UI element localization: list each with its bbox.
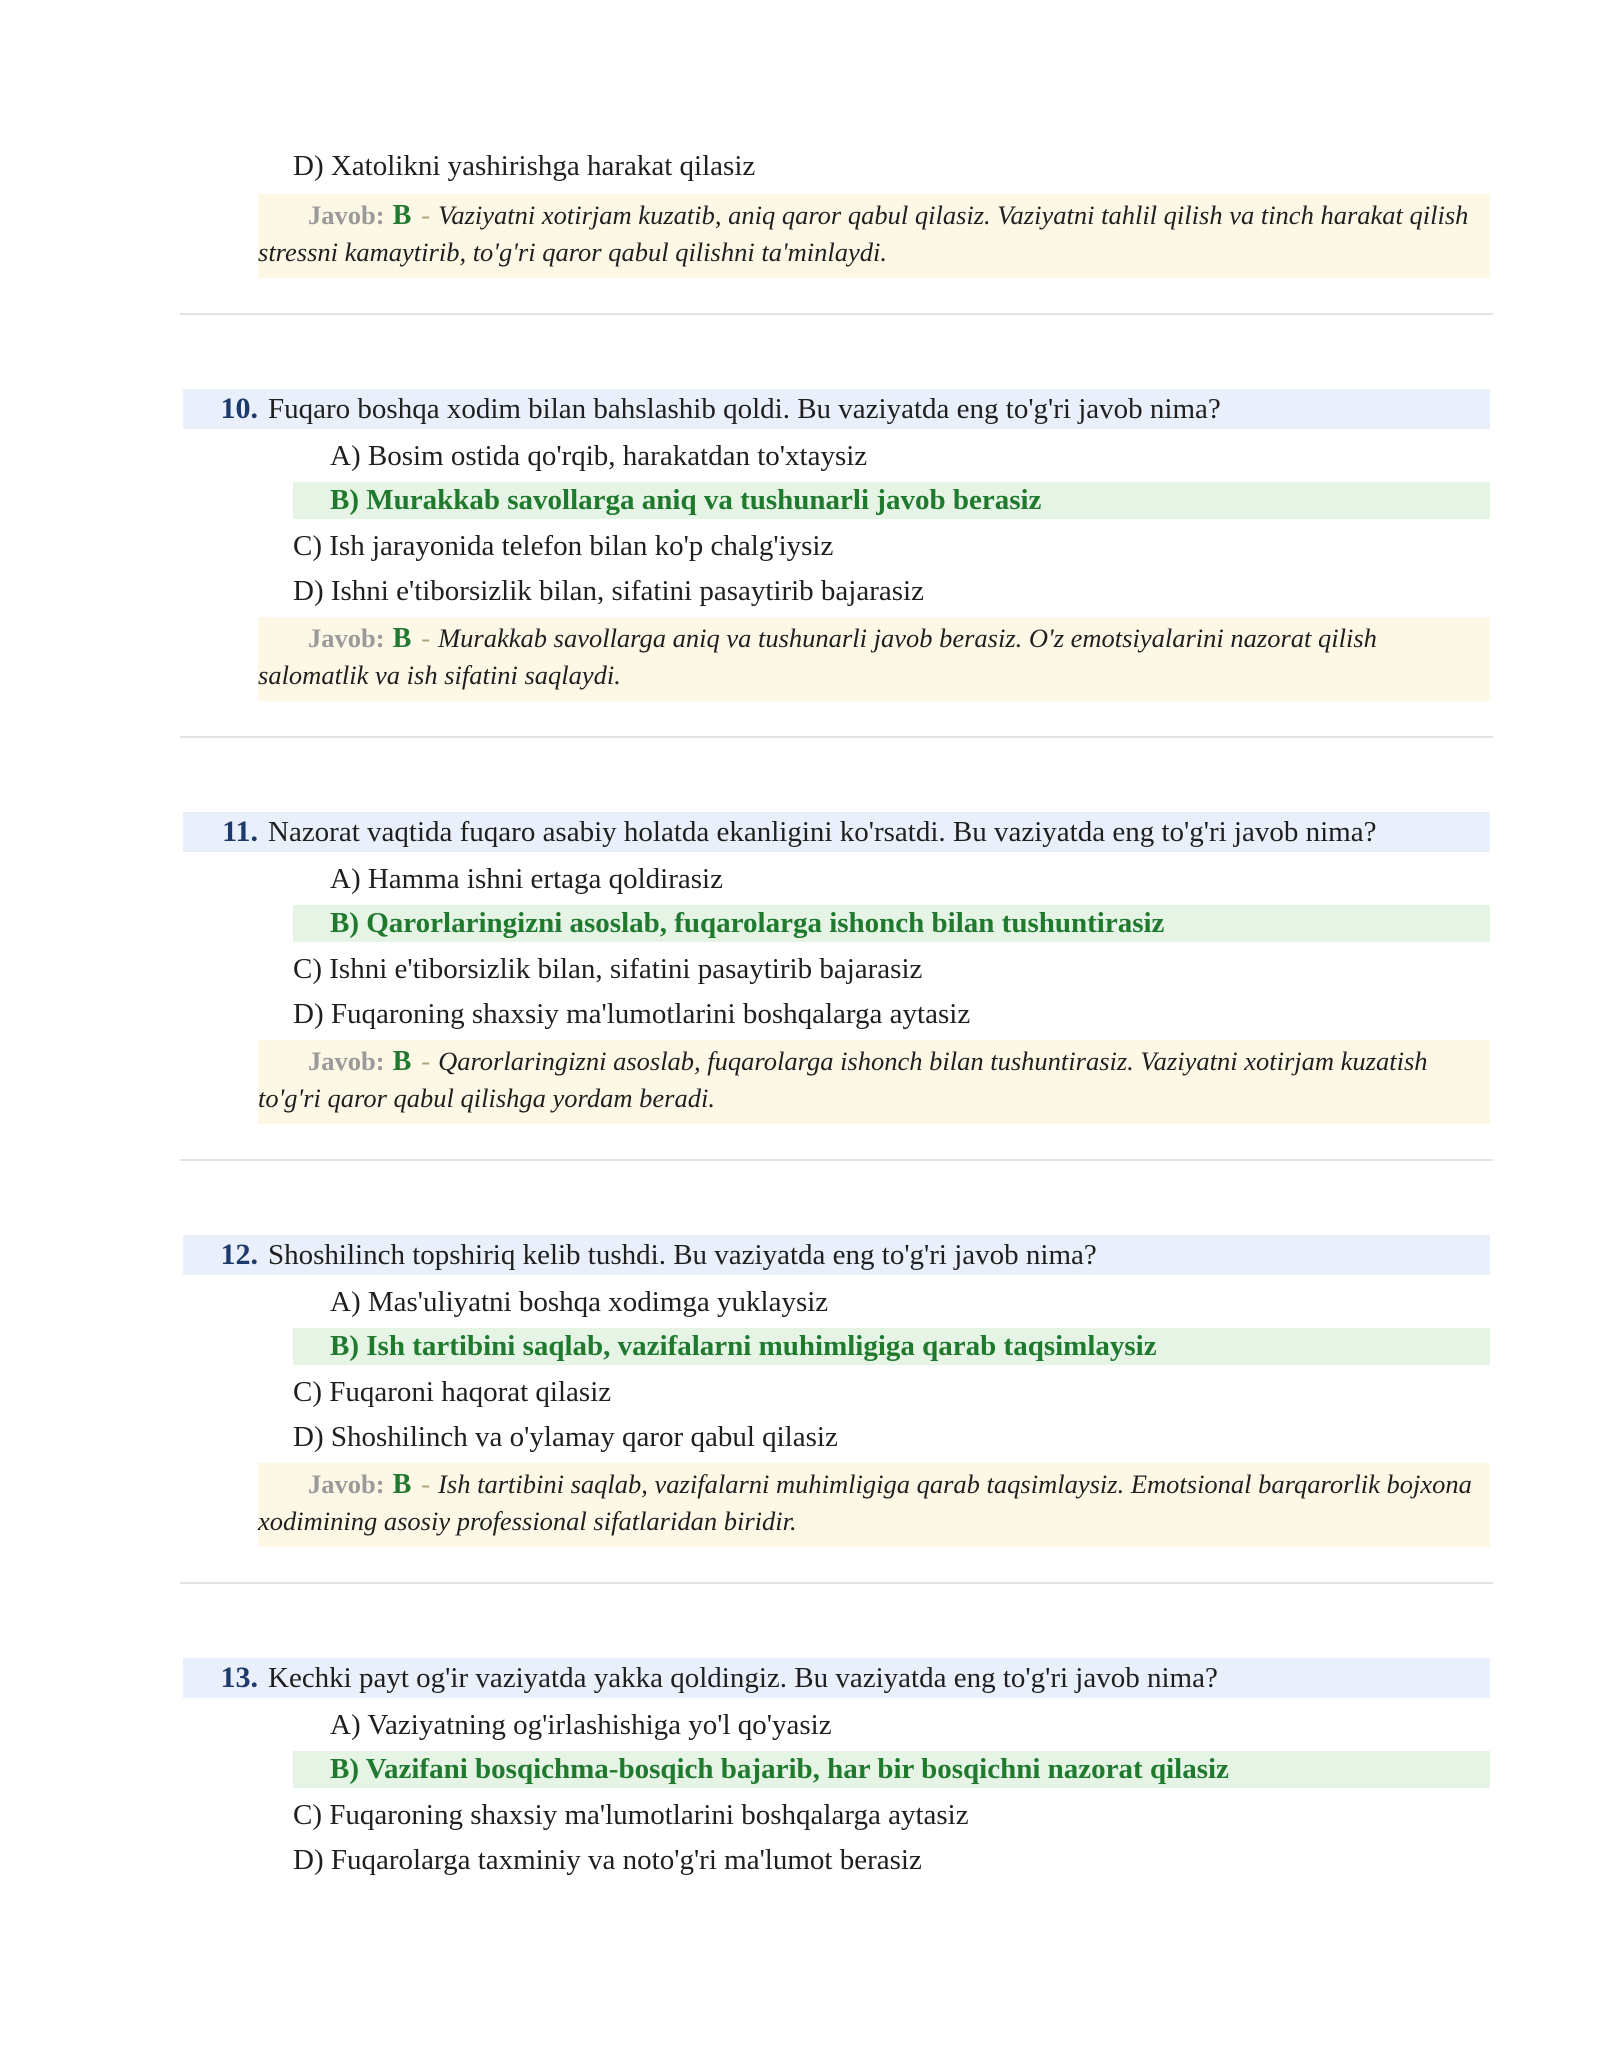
question-text: Kechki payt og'ir vaziyatda yakka qoldingiz. Bu vaziyatda eng to'g'ri javob nima?	[268, 1662, 1218, 1694]
option-a: A) Hamma ishni ertaga qoldirasiz	[330, 863, 723, 895]
answer-letter: B	[392, 623, 412, 654]
option-d: D) Xatolikni yashirishga harakat qilasiz	[293, 150, 756, 182]
answer-box	[258, 1463, 1490, 1547]
option-d: D) Ishni e'tiborsizlik bilan, sifatini pasaytirib bajarasiz	[293, 575, 924, 607]
option-a: A) Bosim ostida qo'rqib, harakatdan to'xtaysiz	[330, 440, 868, 472]
answer-letter: B	[392, 1469, 412, 1500]
question-number: 13.	[220, 1661, 258, 1694]
answer-dash: -	[421, 1469, 431, 1499]
answer-box	[258, 617, 1490, 701]
option-b-correct: B) Ish tartibini saqlab, vazifalarni muhimligiga qarab taqsimlaysiz	[293, 1328, 1490, 1365]
answer-letter: B	[392, 1046, 412, 1077]
divider	[180, 1582, 1493, 1584]
question-header	[183, 389, 1490, 429]
answer-dash: -	[421, 1046, 431, 1076]
question-header	[183, 1235, 1490, 1275]
answer-text: Vaziyatni xotirjam kuzatib, aniq qaror qabul qilasiz. Vaziyatni tahlil qilish va tinch harakat qilish stressni kamaytirib, to'g'ri qaror qabul qilishni ta'minlaydi.	[258, 200, 1469, 267]
answer-box	[258, 1040, 1490, 1124]
question-number: 11.	[222, 815, 258, 848]
answer-dash: -	[421, 200, 431, 230]
answer-letter: B	[392, 200, 412, 231]
answer-text: Ish tartibini saqlab, vazifalarni muhimligiga qarab taqsimlaysiz. Emotsional barqarorlik bojxona xodimining asosiy professional sifatlaridan biridir.	[258, 1469, 1472, 1536]
option-b-correct: B) Vazifani bosqichma-bosqich bajarib, har bir bosqichni nazorat qilasiz	[293, 1751, 1490, 1788]
divider	[180, 1159, 1493, 1161]
question-header	[183, 812, 1490, 852]
option-c: C) Fuqaroning shaxsiy ma'lumotlarini boshqalarga aytasiz	[293, 1799, 969, 1831]
answer-dash: -	[421, 623, 431, 653]
option-a: A) Vaziyatning og'irlashishiga yo'l qo'yasiz	[330, 1709, 832, 1741]
option-d: D) Fuqarolarga taxminiy va noto'g'ri ma'lumot berasiz	[293, 1844, 922, 1876]
option-c: C) Ish jarayonida telefon bilan ko'p chalg'iysiz	[293, 530, 834, 562]
answer-box	[258, 194, 1490, 278]
answer-label: Javob:	[308, 1469, 385, 1499]
option-b-correct: B) Murakkab savollarga aniq va tushunarli javob berasiz	[293, 482, 1490, 519]
question-text: Shoshilinch topshiriq kelib tushdi. Bu vaziyatda eng to'g'ri javob nima?	[268, 1239, 1097, 1271]
option-b-correct: B) Qarorlaringizni asoslab, fuqarolarga ishonch bilan tushuntirasiz	[293, 905, 1490, 942]
option-d: D) Fuqaroning shaxsiy ma'lumotlarini boshqalarga aytasiz	[293, 998, 971, 1030]
option-a: A) Mas'uliyatni boshqa xodimga yuklaysiz	[330, 1286, 829, 1318]
divider	[180, 736, 1493, 738]
divider	[180, 313, 1493, 315]
question-number: 12.	[220, 1238, 258, 1271]
question-header	[183, 1658, 1490, 1698]
answer-label: Javob:	[308, 1046, 385, 1076]
question-text: Fuqaro boshqa xodim bilan bahslashib qoldi. Bu vaziyatda eng to'g'ri javob nima?	[268, 393, 1221, 425]
question-number: 10.	[220, 392, 258, 425]
answer-text: Murakkab savollarga aniq va tushunarli javob berasiz. O'z emotsiyalarini nazorat qilish salomatlik va ish sifatini saqlaydi.	[258, 623, 1377, 690]
answer-label: Javob:	[308, 623, 385, 653]
option-c: C) Fuqaroni haqorat qilasiz	[293, 1376, 612, 1408]
option-d: D) Shoshilinch va o'ylamay qaror qabul qilasiz	[293, 1421, 838, 1453]
option-c: C) Ishni e'tiborsizlik bilan, sifatini pasaytirib bajarasiz	[293, 953, 923, 985]
question-text: Nazorat vaqtida fuqaro asabiy holatda ekanligini ko'rsatdi. Bu vaziyatda eng to'g'ri javob nima?	[268, 816, 1377, 848]
answer-label: Javob:	[308, 200, 385, 230]
answer-text: Qarorlaringizni asoslab, fuqarolarga ishonch bilan tushuntirasiz. Vaziyatni xotirjam kuzatish to'g'ri qaror qabul qilishga yordam beradi.	[258, 1046, 1428, 1113]
